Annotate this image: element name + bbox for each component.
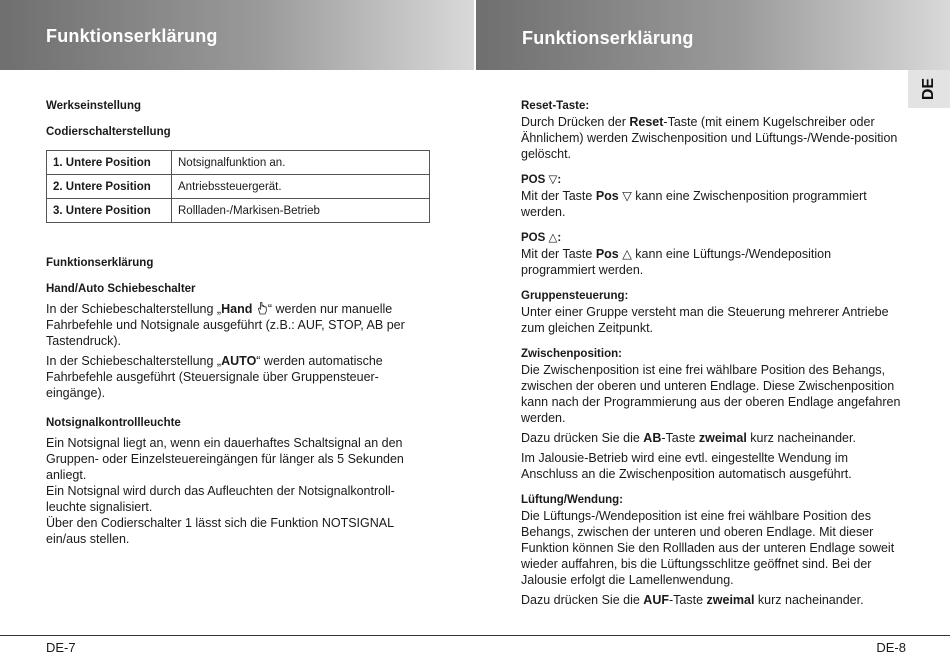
left-page-number: DE-7 xyxy=(46,640,76,655)
zwischen-instruction xyxy=(521,430,901,446)
language-tab xyxy=(908,70,950,108)
lueftung-text-a: Dazu drücken Sie die xyxy=(521,593,644,607)
zwischen-text-c: kurz nacheinander. xyxy=(746,431,856,445)
hand-auto-heading: Hand/Auto Schiebeschalter xyxy=(46,283,196,295)
table-cell-position: 2. Untere Position xyxy=(47,175,172,199)
zwischen-jalousie-paragraph: Im Jalousie-Betrieb wird eine evtl. eingestellte Wendung im Anschluss an die Zwischenposition automatisch ausgeführt. xyxy=(521,451,852,481)
table-row xyxy=(47,199,430,223)
table-cell-description: Rollladen-/Markisen-Betrieb xyxy=(172,199,430,223)
werkseinstellung-heading: Werkseinstellung xyxy=(46,100,142,112)
reset-heading: Reset-Taste: xyxy=(521,100,590,112)
table-cell-position: 3. Untere Position xyxy=(47,199,172,223)
hand-icon xyxy=(256,301,268,315)
zwischen-heading: Zwischenposition: xyxy=(521,348,622,360)
left-page-title: Funktionserklärung xyxy=(46,26,218,46)
notsignal-paragraph-1: Ein Notsignal liegt an, wenn ein dauerhaftes Schaltsignal an den Gruppen- oder Einzelsteuereingängen für länger als 5 Sekunden anliegt. xyxy=(46,436,404,482)
reset-paragraph xyxy=(521,114,901,162)
auto-paragraph xyxy=(46,353,431,401)
pos-down-paragraph xyxy=(521,188,901,220)
lueftung-paragraph: Die Lüftungs-/Wendeposition ist eine frei wählbare Position des Behangs, zwischen der unteren und oberen Endlage. Mit dieser Funktion können Sie den Rollladen aus der unteren Endlage soweit wieder auffahren, bis die Lüftungsschlitze geöffnet sind. Bei der Jalousie erfolgt die Lamellenwendung. xyxy=(521,509,895,587)
auto-text-bold: AUTO xyxy=(221,354,257,368)
pos-down-text-bold: Pos xyxy=(595,189,619,203)
table-cell-description: Antriebssteuergerät. xyxy=(172,175,430,199)
lueftung-instruction xyxy=(521,592,901,608)
reset-text-bold: Reset xyxy=(629,115,664,129)
auf-key-label: AUF xyxy=(643,593,669,607)
notsignal-heading: Notsignalkontrollleuchte xyxy=(46,417,181,429)
auto-text-a: In der Schiebeschalterstellung „ xyxy=(46,354,222,368)
auto-text-b: “ werden automatische Fahrbefehle ausgeführt (Steuersignale über Gruppensteuer-eingänge). xyxy=(46,354,383,400)
zwischen-text-a: Dazu drücken Sie die xyxy=(521,431,644,445)
footer-divider xyxy=(0,635,950,636)
zweimal-label: zweimal xyxy=(706,593,755,607)
pos-down-heading: POS ▽: xyxy=(521,174,562,186)
right-page-content xyxy=(521,98,901,608)
hand-text-a: In der Schiebeschalterstellung „ xyxy=(46,302,222,316)
codierschalter-heading: Codierschalterstellung xyxy=(46,126,171,138)
pos-up-heading: POS △: xyxy=(521,232,562,244)
table-row xyxy=(47,175,430,199)
left-page-content xyxy=(46,98,431,547)
lueftung-text-c: kurz nacheinander. xyxy=(754,593,864,607)
zweimal-label: zweimal xyxy=(698,431,747,445)
reset-text-a: Durch Drücken der xyxy=(521,115,630,129)
gruppen-heading: Gruppensteuerung: xyxy=(521,290,629,302)
gruppen-paragraph: Unter einer Gruppe versteht man die Steuerung mehrerer Antriebe zum gleichen Zeitpunkt. xyxy=(521,305,889,335)
language-label: DE xyxy=(919,77,937,101)
pos-down-text-a: Mit der Taste xyxy=(521,189,596,203)
pos-up-paragraph xyxy=(521,246,901,278)
right-page-number: DE-8 xyxy=(876,640,906,655)
zwischen-paragraph: Die Zwischenposition ist eine frei wählbare Position des Behangs, zwischen der oberen und unteren Endlage. Diese Zwischenposition kann nach der Programmierung aus der oberen Endlage angefahren werden. xyxy=(521,363,901,425)
notsignal-paragraph-2: Ein Notsignal wird durch das Aufleuchten der Notsignalkontroll-leuchte signalisiert. xyxy=(46,484,395,514)
pos-up-text-b: △ kann eine Lüftungs-/Wendeposition programmiert werden. xyxy=(521,247,832,277)
table-cell-position: 1. Untere Position xyxy=(47,151,172,175)
table-cell-description: Notsignalfunktion an. xyxy=(172,151,430,175)
hand-text-b: “ werden nur manuelle Fahrbefehle und Notsignale ausgeführt (z.B.: AUF, STOP, AB per Tastendruck). xyxy=(46,302,405,348)
zwischen-text-b: -Taste xyxy=(661,431,699,445)
notsignal-paragraph-3: Über den Codierschalter 1 lässt sich die Funktion NOTSIGNAL ein/aus stellen. xyxy=(46,516,394,546)
hand-text-bold: Hand xyxy=(221,302,253,316)
funktion-heading: Funktionserklärung xyxy=(46,257,154,269)
right-page-title: Funktionserklärung xyxy=(522,28,694,48)
pos-down-text-b: ▽ kann eine Zwischenposition programmiert werden. xyxy=(521,189,867,219)
header-left xyxy=(0,0,474,70)
ab-key-label: AB xyxy=(643,431,662,445)
table-row xyxy=(47,151,430,175)
pos-up-text-bold: Pos xyxy=(595,247,619,261)
lueftung-heading: Lüftung/Wendung: xyxy=(521,494,623,506)
codierschalter-table xyxy=(46,150,430,223)
lueftung-text-b: -Taste xyxy=(669,593,707,607)
header-right xyxy=(476,0,950,70)
reset-text-b: -Taste (mit einem Kugelschreiber oder Ähnlichem) werden Zwischenposition und Lüftungs-/Wende-position gelöscht. xyxy=(521,115,898,161)
hand-paragraph xyxy=(46,301,431,349)
pos-up-text-a: Mit der Taste xyxy=(521,247,596,261)
